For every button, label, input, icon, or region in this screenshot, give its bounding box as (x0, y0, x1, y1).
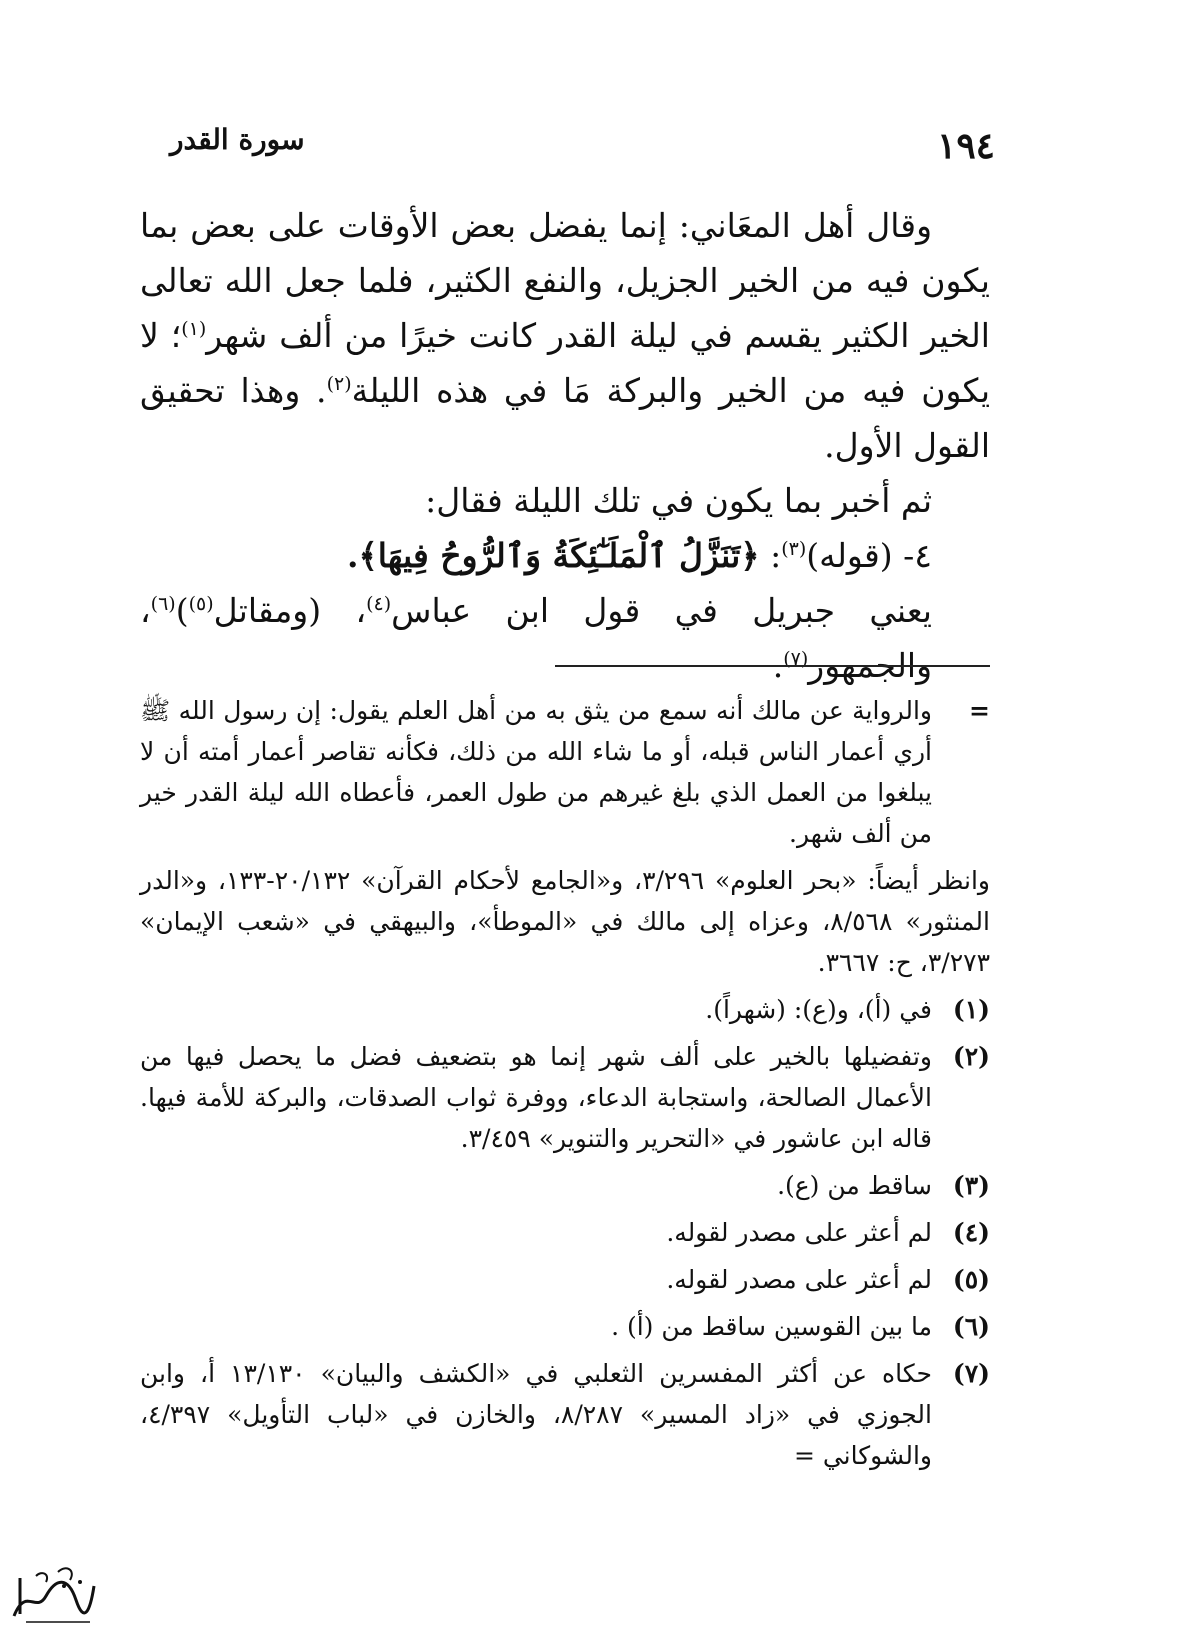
verse-line (140, 528, 990, 583)
footnote-ref-1[interactable]: (١) (181, 318, 207, 340)
verse-number-label: ٤- (قوله) (806, 536, 932, 575)
paragraph-4-a: يعني جبريل في قول ابن عباس (391, 591, 932, 630)
footnote-item (140, 1306, 990, 1347)
footnote-number: (٧) (952, 1359, 990, 1388)
footnote-number: (٥) (952, 1265, 990, 1294)
continuation-text: والرواية عن مالك أنه سمع من يثق به من أهل العلم يقول: إن رسول الله ﷺ أري أعمار الناس قبله، أو ما شاء الله من ذلك، فكأنه تقاصر أعمار أمته أن لا يبلغوا من العمل الذي بلغ غيرهم من طول العمر، فأعطاه الله ليلة القدر خير من ألف شهر. (140, 696, 932, 848)
paragraph-1 (140, 198, 990, 473)
footnote-text: ساقط من (ع). (777, 1171, 932, 1200)
paragraph-4 (140, 583, 990, 693)
footnote-text: لم أعثر على مصدر لقوله. (666, 1218, 932, 1247)
footnote-text: حكاه عن أكثر المفسرين الثعلبي في «الكشف والبيان» ١٣/١٣٠ أ، وابن الجوزي في «زاد المسير» ٨/٢٨٧، والخازن في «لباب التأويل» ٤/٣٩٧، والشوكاني = (140, 1359, 932, 1470)
paragraph-4-e: . (772, 646, 784, 685)
footnote-ref-7[interactable]: (٧) (783, 648, 809, 670)
calligraphy-stamp-icon (6, 1556, 98, 1628)
footnote-text: ما بين القوسين ساقط من (أ) . (611, 1312, 932, 1341)
footnote-ref-6[interactable]: (٦) (150, 593, 176, 615)
footnote-item (140, 989, 990, 1030)
paragraph-1-middle: ؛ لا يكون فيه من الخير والبركة مَا في هذه الليلة (140, 316, 990, 410)
footnote-item (140, 1036, 990, 1159)
paragraph-4-c: ) (175, 591, 189, 630)
footnote-text: لم أعثر على مصدر لقوله. (666, 1265, 932, 1294)
paragraph-1-end: . وهذا تحقيق القول الأول. (140, 371, 990, 465)
running-head: سورة القدر (170, 123, 305, 156)
main-text (140, 198, 990, 693)
paragraph-1-text: وقال أهل المعَاني: إنما يفضل بعض الأوقات على بعض بما يكون فيه من الخير الجزيل، والنفع الكثير، فلما جعل الله تعالى الخير الكثير يقسم في ليلة القدر كانت خيرًا من ألف شهر (140, 206, 990, 355)
footnote-number: (٢) (952, 1042, 990, 1071)
quran-verse: ﴿تَنَزَّلُ ٱلْمَلَـٰٓئِكَةُ وَٱلرُّوحُ فِيهَا﴾. (346, 536, 760, 575)
footnote-ref-5[interactable]: (٥) (188, 593, 214, 615)
paragraph-2: ثم أخبر بما يكون في تلك الليلة فقال: (425, 481, 932, 520)
footnotes (140, 690, 990, 1482)
footnote-separator (555, 665, 990, 667)
verse-separator: : (759, 536, 782, 575)
footnote-number: (١) (952, 995, 990, 1024)
paragraph-4-b: ، (ومقاتل (213, 591, 367, 630)
footnote-number: (٤) (952, 1218, 990, 1247)
footnote-continuation (140, 690, 990, 854)
footnote-item (140, 1165, 990, 1206)
paragraph-4-d: ، والجمهور (140, 591, 932, 685)
footnote-text: في (أ)، و(ع): (شهراً). (705, 995, 932, 1024)
continuation-marker: = (969, 696, 990, 725)
footnote-number: (٣) (952, 1171, 990, 1200)
footnote-ref-4[interactable]: (٤) (366, 593, 392, 615)
footnote-item (140, 1353, 990, 1476)
footnote-number: (٦) (952, 1312, 990, 1341)
page-number: ١٩٤ (936, 125, 995, 167)
footnote-ref-3[interactable]: (٣) (781, 538, 807, 560)
continuation-references: وانظر أيضاً: «بحر العلوم» ٣/٢٩٦، و«الجامع لأحكام القرآن» ٢٠/١٣٢-١٣٣، و«الدر المنثور» ٨/٥٦٨، وعزاه إلى مالك في «الموطأ»، والبيهقي في «شعب الإيمان» ٣/٢٧٣، ح: ٣٦٦٧. (140, 866, 990, 977)
footnote-text: وتفضيلها بالخير على ألف شهر إنما هو بتضعيف فضل ما يحصل فيها من الأعمال الصالحة، واستجابة الدعاء، ووفرة ثواب الصدقات، والبركة للأمة فيها. قاله ابن عاشور في «التحرير والتنوير» ٣/٤٥٩. (140, 1042, 932, 1153)
footnote-item (140, 1259, 990, 1300)
footnote-item (140, 1212, 990, 1253)
footnote-ref-2[interactable]: (٢) (326, 373, 352, 395)
